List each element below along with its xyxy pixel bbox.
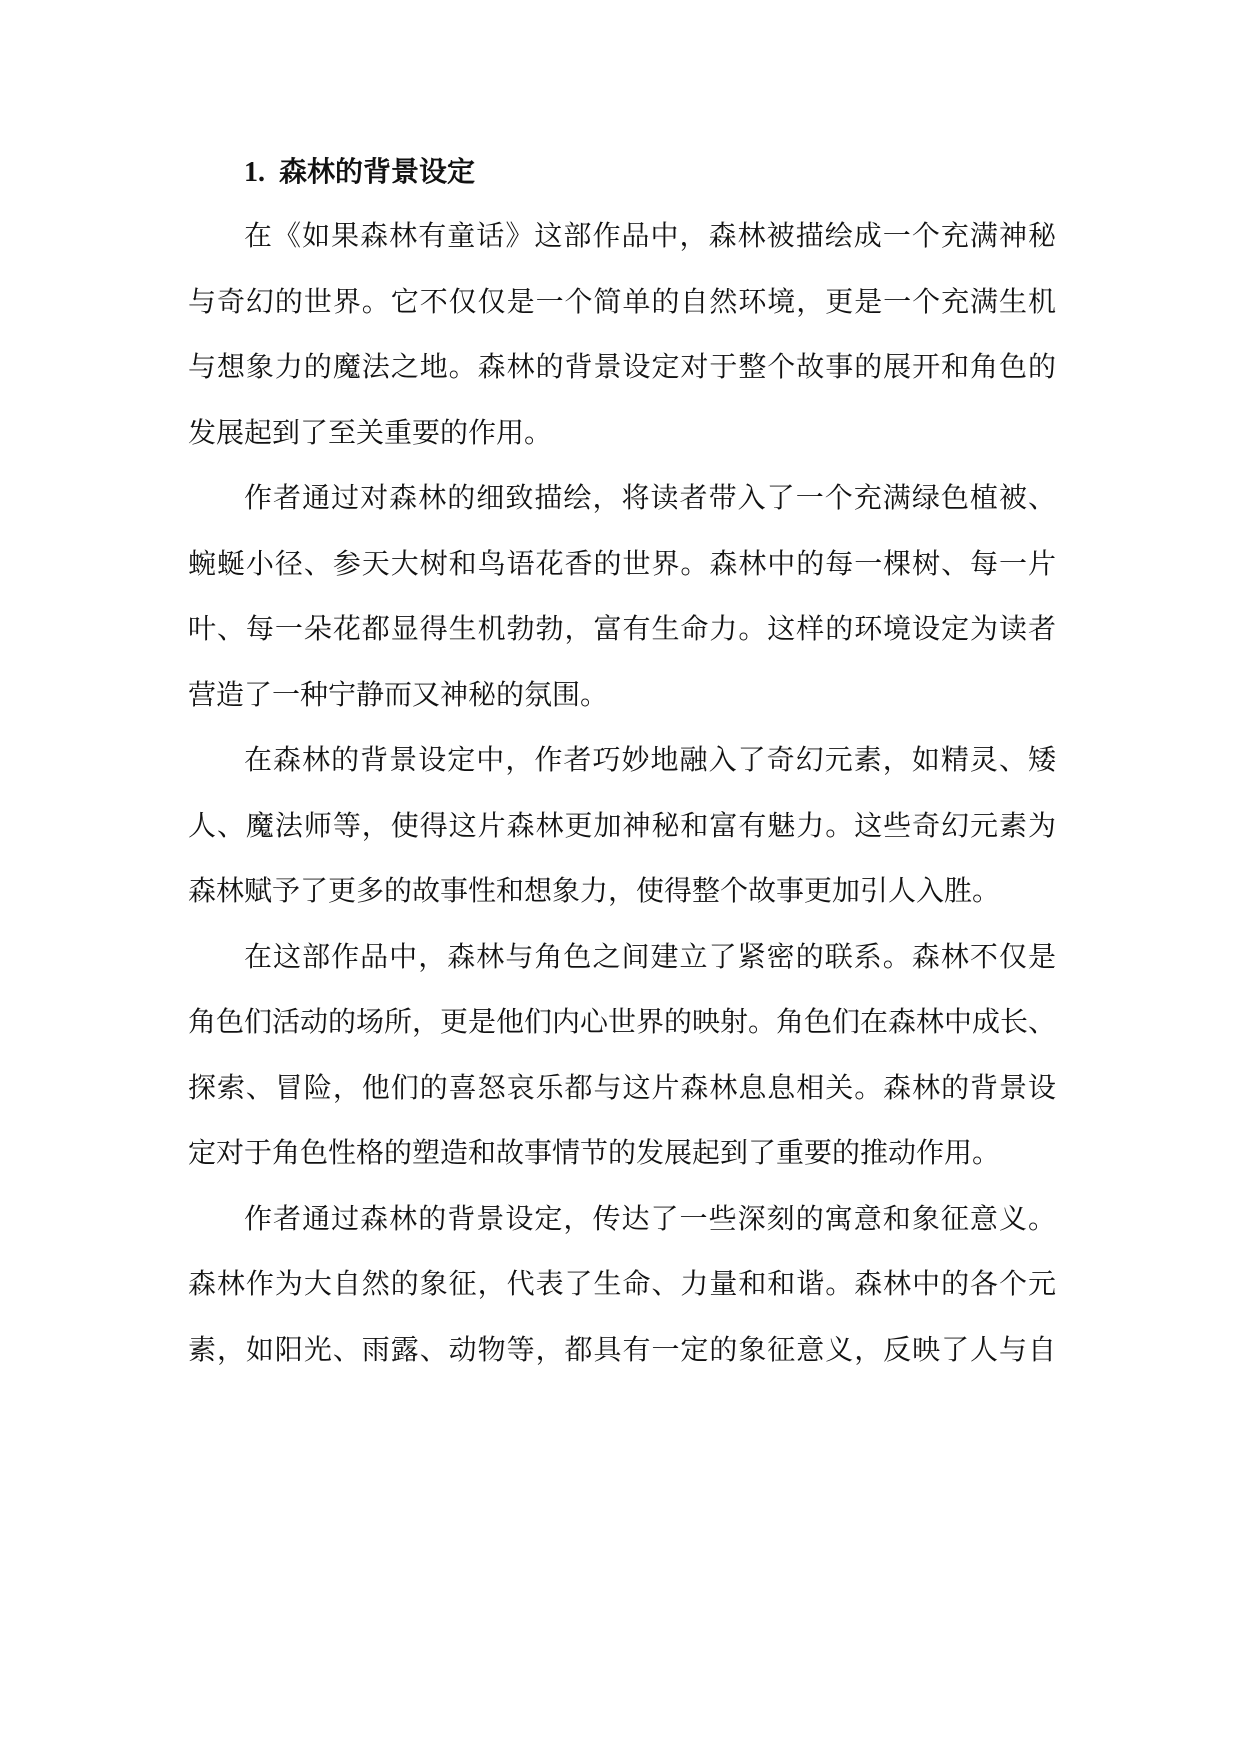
paragraph-line: 角色们活动的场所，更是他们内心世界的映射。角色们在森林中成长、 — [188, 1005, 1057, 1038]
paragraph-line: 营造了一种宁静而又神秘的氛围。 — [188, 677, 609, 711]
paragraph — [188, 740, 1056, 911]
paragraph-line: 叶、每一朵花都显得生机勃勃，富有生命力。这样的环境设定为读者 — [188, 612, 1056, 645]
paragraph-line: 在这部作品中，森林与角色之间建立了紧密的联系。森林不仅是 — [244, 939, 1056, 973]
paragraph-line: 探索、冒险，他们的喜怒哀乐都与这片森林息息相关。森林的背景设 — [188, 1070, 1056, 1104]
paragraph-line: 与想象力的魔法之地。森林的背景设定对于整个故事的展开和角色的 — [188, 350, 1056, 383]
paragraph-line: 人、魔法师等，使得这片森林更加神秘和富有魅力。这些奇幻元素为 — [188, 808, 1056, 842]
paragraph — [188, 1199, 1056, 1370]
section-number: 1. — [244, 157, 265, 188]
paragraph-line: 作者通过森林的背景设定，传达了一些深刻的寓意和象征意义。 — [244, 1201, 1056, 1235]
paragraph-line: 森林作为大自然的象征，代表了生命、力量和和谐。森林中的各个元 — [188, 1267, 1056, 1300]
paragraph-line: 作者通过对森林的细致描绘，将读者带入了一个充满绿色植被、 — [244, 481, 1056, 514]
paragraph-line: 与奇幻的世界。它不仅仅是一个简单的自然环境，更是一个充满生机 — [188, 284, 1056, 318]
paragraph-line: 在《如果森林有童话》这部作品中，森林被描绘成一个充满神秘 — [244, 219, 1056, 252]
paragraph — [188, 478, 1056, 715]
paragraph-line: 在森林的背景设定中，作者巧妙地融入了奇幻元素，如精灵、矮 — [244, 743, 1056, 776]
paragraph-list — [188, 216, 1056, 1370]
paragraph-line: 发展起到了至关重要的作用。 — [188, 415, 553, 449]
paragraph-line: 素，如阳光、雨露、动物等，都具有一定的象征意义，反映了人与自 — [188, 1332, 1056, 1366]
paragraph-line: 森林赋予了更多的故事性和想象力，使得整个故事更加引人入胜。 — [188, 874, 1001, 907]
section-heading — [188, 150, 1056, 195]
paragraph-line: 蜿蜒小径、参天大树和鸟语花香的世界。森林中的每一棵树、每一片 — [188, 546, 1056, 580]
section-title: 森林的背景设定 — [279, 155, 476, 188]
paragraph-line: 定对于角色性格的塑造和故事情节的发展起到了重要的推动作用。 — [188, 1136, 1001, 1169]
document-body — [188, 150, 1056, 1395]
paragraph — [188, 216, 1056, 453]
paragraph — [188, 937, 1056, 1174]
